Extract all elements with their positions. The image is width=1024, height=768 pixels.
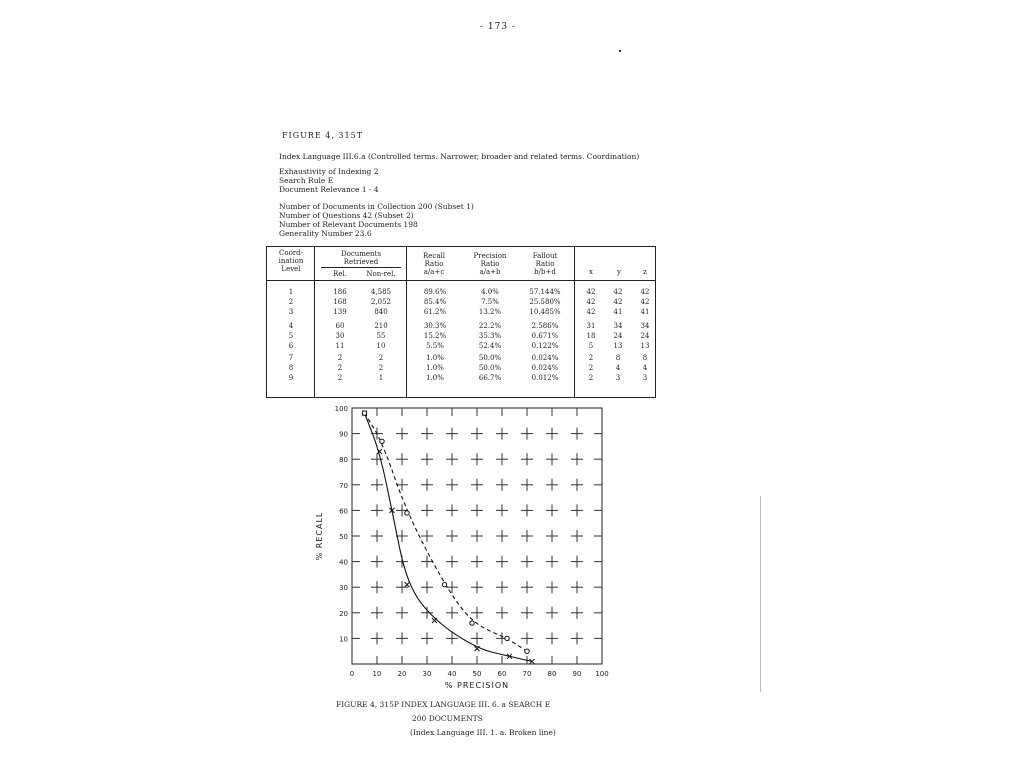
data-point-x-marker [432, 618, 437, 623]
caption-line-2: 200 DOCUMENTS [412, 714, 483, 723]
col-nonrel-cell: 2 [378, 354, 384, 362]
header-rel: Rel. [333, 270, 347, 278]
chart-svg [310, 400, 610, 690]
col-level-cell: 9 [288, 374, 294, 382]
col-x-cell: 42 [586, 308, 596, 316]
col-recall-cell: 89.6% [423, 288, 447, 296]
col-nonrel-cell: 2 [378, 364, 384, 372]
x-tick-label: 0 [349, 670, 355, 678]
col-precision-cell: 50.0% [478, 364, 502, 372]
header-z: z [643, 268, 647, 276]
col-level-cell: 4 [288, 322, 294, 330]
col-x-cell: 42 [586, 288, 596, 296]
col-rel-cell: 2 [337, 364, 343, 372]
col-nonrel-cell: 2,052 [370, 298, 392, 306]
col-y-cell: 13 [613, 342, 623, 350]
col-x-cell: 2 [588, 354, 594, 362]
header-y: y [617, 268, 621, 276]
y-tick-label: 30 [339, 584, 348, 593]
col-y-cell: 8 [615, 354, 621, 362]
col-x-cell: 42 [586, 298, 596, 306]
data-point-o-marker [380, 439, 384, 443]
col-fallout-cell: 2.586% [531, 322, 559, 330]
figure-label: FIGURE 4, 315T [282, 131, 364, 140]
y-tick-label: 40 [339, 558, 348, 567]
col-rel-cell: 30 [335, 332, 345, 340]
x-tick-label: 70 [522, 670, 532, 678]
data-point-o-marker [505, 636, 509, 640]
header-precision: Precision Ratio a/a+b [473, 252, 507, 276]
col-level-cell: 2 [288, 298, 294, 306]
y-tick-label: 90 [339, 430, 348, 439]
scan-artifact-line [760, 496, 761, 692]
y-tick-label: 60 [339, 507, 348, 516]
y-tick-label: 80 [339, 456, 348, 465]
caption-line-1: FIGURE 4, 315P INDEX LANGUAGE III. 6. a SEARCH E [336, 700, 551, 709]
col-precision-cell: 22.2% [478, 322, 502, 330]
col-level-cell: 6 [288, 342, 294, 350]
col-y-cell: 24 [613, 332, 623, 340]
col-z-cell: 34 [640, 322, 650, 330]
col-recall-cell: 15.2% [423, 332, 447, 340]
col-rel-cell: 168 [333, 298, 347, 306]
col-x-cell: 31 [586, 322, 596, 330]
col-z-cell: 3 [642, 374, 648, 382]
col-y-cell: 42 [613, 288, 623, 296]
col-level-cell: 7 [288, 354, 294, 362]
col-rel-cell: 186 [333, 288, 347, 296]
meta-generality: Generality Number 23.6 [279, 229, 372, 238]
col-precision-cell: 50.0% [478, 354, 502, 362]
data-point-o-marker [470, 621, 474, 625]
col-z-cell: 8 [642, 354, 648, 362]
meta-search-rule: Search Rule E [279, 176, 334, 185]
col-rel-cell: 11 [335, 342, 345, 350]
col-nonrel-cell: 10 [376, 342, 386, 350]
col-recall-cell: 1.0% [426, 364, 444, 372]
col-y-cell: 3 [615, 374, 621, 382]
col-recall-cell: 61.2% [423, 308, 447, 316]
col-rel-cell: 2 [337, 354, 343, 362]
data-point-o-marker [405, 511, 409, 515]
meta-documents: Number of Documents in Collection 200 (Subset 1) [279, 202, 474, 211]
col-level-cell: 1 [288, 288, 294, 296]
data-point-o-marker [362, 411, 366, 415]
page-number: - 173 - [480, 22, 516, 32]
series-broken-line [365, 413, 528, 651]
speck [619, 50, 621, 52]
x-tick-label: 10 [372, 670, 382, 678]
col-z-cell: 42 [640, 288, 650, 296]
data-point-o-marker [442, 582, 446, 586]
x-tick-label: 40 [447, 670, 457, 678]
col-x-cell: 18 [586, 332, 596, 340]
col-rel-cell: 2 [337, 374, 343, 382]
col-nonrel-cell: 4,585 [370, 288, 392, 296]
col-fallout-cell: 0.024% [531, 354, 559, 362]
y-axis-label: % RECALL [315, 511, 324, 561]
caption-line-3: (Index Language III. 1. a. Broken line) [410, 728, 556, 737]
header-fallout: Fallout Ratio b/b+d [532, 252, 558, 276]
col-fallout-cell: 57.144% [529, 288, 561, 296]
meta-relevant-docs: Number of Relevant Documents 198 [279, 220, 418, 229]
meta-exhaustivity: Exhaustivity of Indexing 2 [279, 167, 379, 176]
x-tick-label: 50 [472, 670, 482, 678]
x-tick-label: 90 [572, 670, 582, 678]
col-precision-cell: 4.0% [481, 288, 499, 296]
meta-index-language: Index Language III.6.a (Controlled terms. Narrower, broader and related terms. Coordination) [279, 152, 640, 161]
x-tick-label: 80 [547, 670, 557, 678]
y-tick-label: 100 [334, 405, 348, 413]
col-rel-cell: 60 [335, 322, 345, 330]
col-y-cell: 34 [613, 322, 623, 330]
col-fallout-cell: 10.485% [529, 308, 561, 316]
y-tick-label: 20 [339, 609, 348, 618]
x-tick-label: 100 [595, 670, 609, 678]
col-recall-cell: 85.4% [423, 298, 447, 306]
header-x: x [589, 268, 593, 276]
col-z-cell: 4 [642, 364, 648, 372]
col-nonrel-cell: 840 [374, 308, 388, 316]
x-tick-label: 20 [397, 670, 407, 678]
col-x-cell: 5 [588, 342, 594, 350]
col-precision-cell: 52.4% [478, 342, 502, 350]
col-level-cell: 3 [288, 308, 294, 316]
col-rel-cell: 139 [333, 308, 347, 316]
y-tick-label: 70 [339, 481, 348, 490]
col-fallout-cell: 0.024% [531, 364, 559, 372]
results-table [266, 246, 656, 398]
x-tick-label: 30 [422, 670, 432, 678]
col-y-cell: 42 [613, 298, 623, 306]
col-nonrel-cell: 55 [376, 332, 386, 340]
col-z-cell: 42 [640, 298, 650, 306]
col-recall-cell: 1.0% [426, 374, 444, 382]
y-tick-label: 10 [339, 635, 348, 644]
col-recall-cell: 5.5% [426, 342, 444, 350]
col-precision-cell: 66.7% [478, 374, 502, 382]
col-z-cell: 13 [640, 342, 650, 350]
col-z-cell: 41 [640, 308, 650, 316]
col-fallout-cell: 0.671% [531, 332, 559, 340]
col-z-cell: 24 [640, 332, 650, 340]
header-recall: Recall Ratio a/a+c [423, 252, 445, 276]
header-nonrel: Non-rel. [366, 270, 396, 278]
col-precision-cell: 7.5% [481, 298, 499, 306]
meta-questions: Number of Questions 42 (Subset 2) [279, 211, 414, 220]
recall-precision-chart [310, 400, 610, 690]
col-fallout-cell: 25.580% [529, 298, 561, 306]
x-axis-label: % PRECISION [444, 681, 510, 690]
header-documents-retrieved: Documents Retrieved [341, 250, 381, 266]
col-nonrel-cell: 210 [374, 322, 388, 330]
col-y-cell: 41 [613, 308, 623, 316]
header-coordination-level: Coord- ination Level [278, 249, 304, 273]
col-level-cell: 5 [288, 332, 294, 340]
col-recall-cell: 30.3% [423, 322, 447, 330]
col-fallout-cell: 0.122% [531, 342, 559, 350]
meta-relevance: Document Relevance 1 - 4 [279, 185, 379, 194]
data-point-o-marker [525, 649, 529, 653]
col-level-cell: 8 [288, 364, 294, 372]
data-point-x-marker [405, 582, 410, 587]
col-precision-cell: 35.3% [478, 332, 502, 340]
col-precision-cell: 13.2% [478, 308, 502, 316]
col-x-cell: 2 [588, 374, 594, 382]
series-solid-line [365, 413, 533, 661]
col-fallout-cell: 0.012% [531, 374, 559, 382]
col-y-cell: 4 [615, 364, 621, 372]
x-tick-label: 60 [497, 670, 507, 678]
col-recall-cell: 1.0% [426, 354, 444, 362]
col-x-cell: 2 [588, 364, 594, 372]
col-nonrel-cell: 1 [378, 374, 384, 382]
y-tick-label: 50 [339, 533, 348, 541]
